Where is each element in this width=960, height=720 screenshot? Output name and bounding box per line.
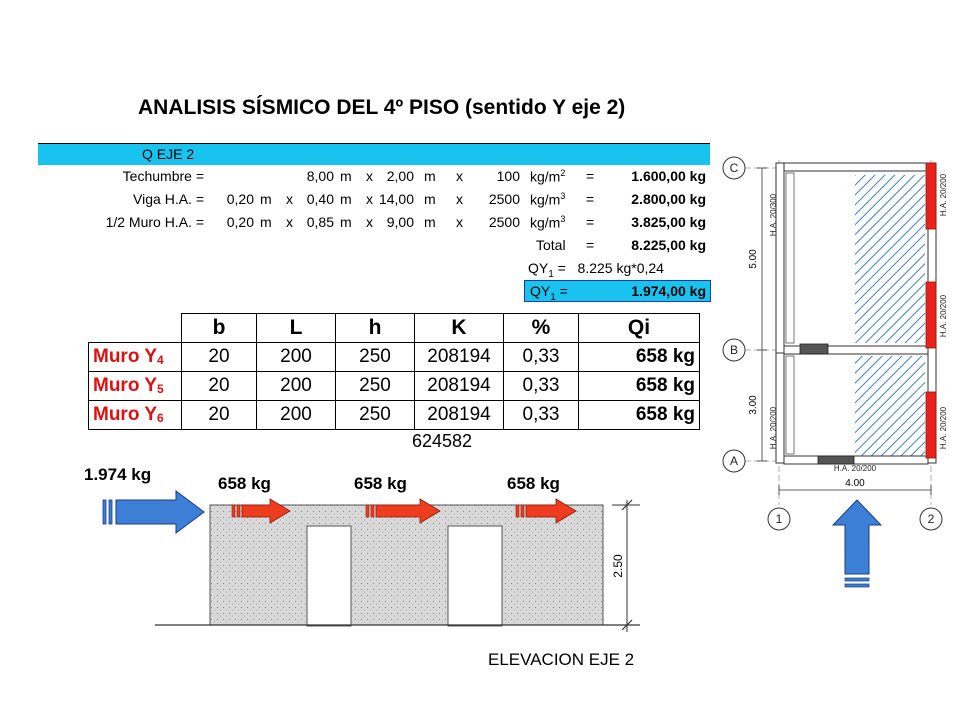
wall-l: 200 [257,343,336,372]
load-row-value-d: 2500 [488,214,520,230]
load-row-value-c: 9,00 [386,214,414,230]
load-row-value-c: 14,00 [378,191,414,207]
wall-l: 200 [257,401,336,430]
wall-force-label: 658 kg [354,474,407,493]
grid-label-a: A [729,454,739,468]
wall-h: 250 [336,401,415,430]
page-title: ANALISIS SÍSMICO DEL 4º PISO (sentido Y eje 2) [138,96,626,119]
plan-hatched-area [855,175,925,456]
wall-table-header-h: h [336,314,415,343]
wall-k: 208194 [415,401,504,430]
load-row-times-3: x [456,191,463,207]
beam-label-right-middle: H.A. 20/200 [939,294,948,338]
load-row-result: 2.800,00 kg [631,191,706,207]
shear-wall-y5 [926,282,936,348]
wall-table-header-qi: Qi [579,314,700,343]
load-row-equals: = [586,191,595,207]
stiffness-sum: 624582 [412,431,473,451]
wall-qi: 658 kg [579,343,700,372]
beam-label-right-lower: H.A. 20/200 [939,406,948,450]
plan-shear-walls [926,163,936,458]
load-row-unit-a: m [260,214,272,230]
load-row-unit-text: kg/m [530,191,561,208]
wall-h: 250 [336,372,415,401]
wall-percent: 0,33 [504,372,579,401]
load-row-value-d: 2500 [488,191,520,207]
dim-width: 4.00 [845,478,865,489]
wall-percent: 0,33 [504,401,579,430]
load-row-equals: = [586,214,595,230]
load-row-value-b: 0,85 [306,214,334,230]
load-row-unit-b: m [340,214,352,230]
load-row-result: 1.600,00 kg [631,168,706,184]
grid-label-b: B [729,343,739,357]
load-total-label: Total [536,237,566,253]
qy-result-value: 1.974,00 kg [631,283,706,299]
load-row-times-2: x [366,168,373,184]
dim-lower-span: 3.00 [748,395,759,415]
wall-table-header-l: L [257,314,336,343]
hatch-lower [855,356,925,456]
wall-force-label: 658 kg [507,474,560,493]
grid-label-1: 1 [775,512,783,526]
grid-label-c: C [729,161,739,175]
wall-name-text: Muro Y [93,346,158,367]
load-row-unit-c: m [424,191,436,207]
load-row-unit-b: m [340,191,352,207]
load-row-times-2: x [366,214,373,230]
load-row-unit-c: m [424,168,436,184]
load-row-times-3: x [456,168,463,184]
load-row-unit-exponent: 3 [560,191,566,201]
shear-wall-y6 [926,392,936,458]
elevation-caption: ELEVACION EJE 2 [488,650,635,669]
wall-force-label: 658 kg [218,474,271,493]
wall-k: 208194 [415,343,504,372]
load-total-equals: = [586,237,595,253]
qy-formula-subscript: 1 [548,268,554,280]
wall-name-text: Muro Y [93,404,158,425]
wall-table-header-b: b [182,314,257,343]
wall-b: 20 [182,372,257,401]
load-row-unit-exponent: 3 [560,214,566,224]
wall-qi: 658 kg [579,401,700,430]
height-dimension-label: 2.50 [611,554,625,578]
load-row-value-a: 0,20 [226,214,254,230]
load-row-value-b: 8,00 [306,168,334,184]
qy-result-equals: = [555,283,568,299]
qy-formula-text: = 8.225 kg*0,24 [553,260,664,276]
load-row-unit-exponent: 2 [560,168,566,178]
load-row-unit-b: m [340,168,352,184]
wall-name-subscript: 6 [157,411,164,425]
beam-label-right-upper: H.A. 20/200 [939,173,948,217]
wall-table-header-k: K [415,314,504,343]
wall-l: 200 [257,372,336,401]
wall-k: 208194 [415,372,504,401]
load-row-value-b: 0,40 [306,191,334,207]
beam-label-left-lower: H.A. 20/200 [769,406,778,450]
grid-label-2: 2 [927,512,935,526]
load-row-times-1: x [286,214,293,230]
dim-upper-span: 5.00 [748,249,759,269]
wall-percent: 0,33 [504,343,579,372]
seismic-direction-arrow [833,500,881,587]
load-row-times-2: x [366,191,373,207]
qy-result-prefix: QY [530,283,551,299]
load-row-label: Viga H.A. = [133,191,204,207]
wall-name-subscript: 4 [157,353,164,367]
load-row-result: 3.825,00 kg [631,214,706,230]
load-row-value-d: 100 [496,168,520,184]
load-row-value-c: 2,00 [386,168,414,184]
load-total-value: 8.225,00 kg [631,237,706,253]
total-force-label: 1.974 kg [84,465,152,484]
load-table-header-label: Q EJE 2 [142,146,195,162]
load-row-equals: = [586,168,595,184]
wall-name-text: Muro Y [93,375,158,396]
load-row-label: 1/2 Muro H.A. = [105,214,204,230]
load-row-unit-c: m [424,214,436,230]
wall-b: 20 [182,401,257,430]
qy-formula-prefix: QY [528,260,549,276]
beam-label-bottom: H.A. 20/200 [833,464,877,473]
load-row-label: Techumbre = [122,168,204,184]
shear-wall-y4 [926,163,936,229]
wall-name-subscript: 5 [157,382,164,396]
qy-result-subscript: 1 [550,291,556,303]
beam-label-left-upper: H.A. 20/300 [769,193,778,237]
load-row-times-1: x [286,191,293,207]
wall-h: 250 [336,343,415,372]
load-row-unit-text: kg/m [530,214,561,231]
wall-b: 20 [182,343,257,372]
load-row-value-a: 0,20 [226,191,254,207]
wall-qi: 658 kg [579,372,700,401]
hatch-upper [855,175,925,343]
load-row-times-3: x [456,214,463,230]
wall-table-header-percent: % [504,314,579,343]
load-row-unit-text: kg/m [530,168,561,185]
load-row-unit-a: m [260,191,272,207]
